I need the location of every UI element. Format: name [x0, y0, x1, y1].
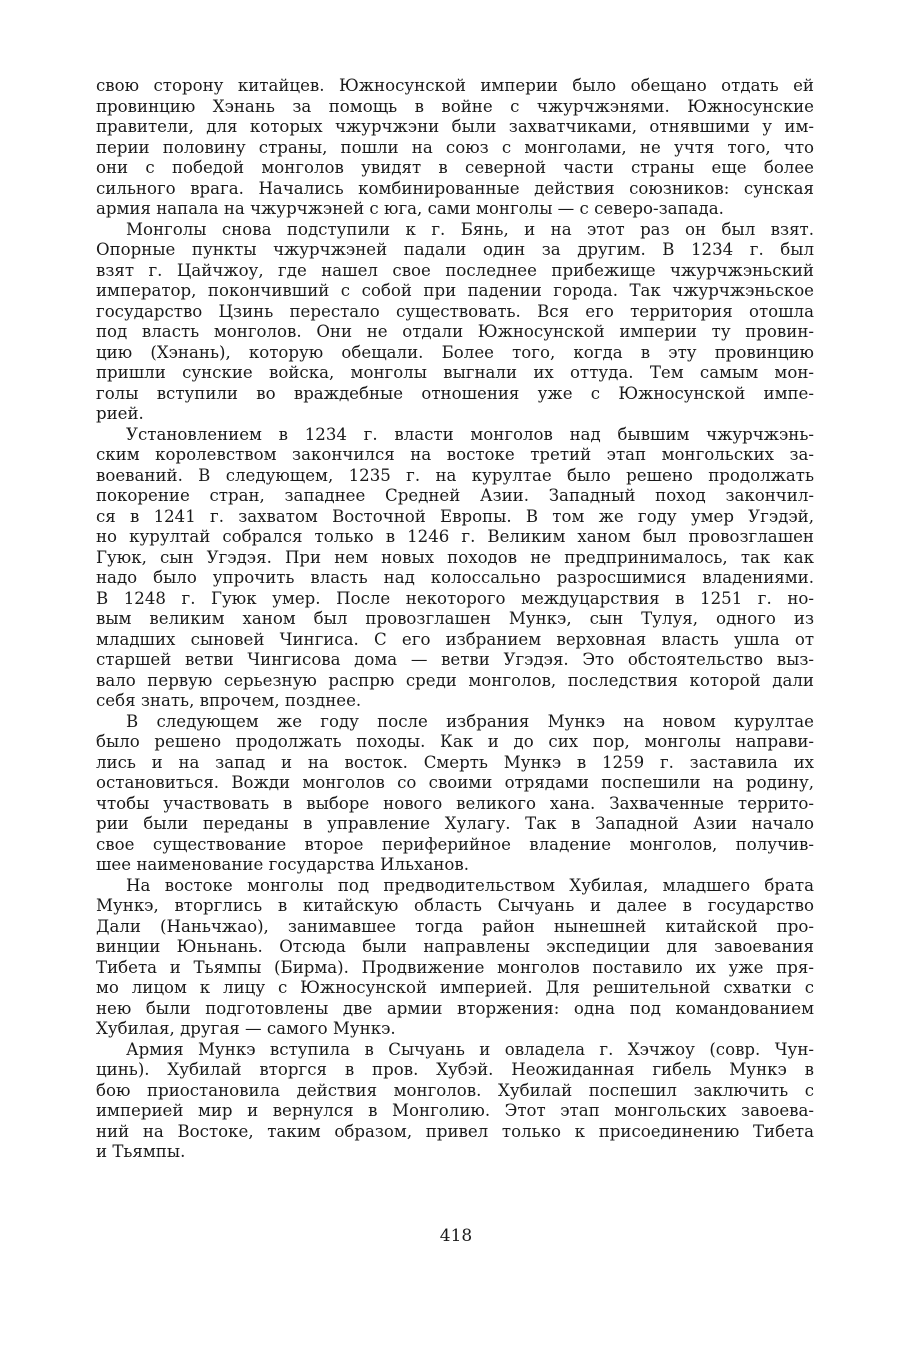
text-line: провинцию Хэнань за помощь в войне с чжурчжэнями. Южносунские	[96, 96, 814, 116]
text-line: старшей ветви Чингисова дома — ветви Угэдэя. Это обстоятельство выз-	[96, 650, 814, 669]
text-line: было решено продолжать походы. Как и до сих пор, монголы направи-	[96, 732, 814, 751]
text-line: винции Юньнань. Отсюда были направлены экспедиции для завоевания	[96, 937, 814, 956]
text-line: младших сыновей Чингиса. С его избранием верховная власть ушла от	[96, 629, 814, 649]
text-line: лись и на запад и на восток. Смерть Мункэ в 1259 г. заставила их	[96, 752, 814, 772]
text-line: но курултай собрался только в 1246 г. Великим ханом был провозглашен	[96, 527, 814, 546]
text-line: империей мир и вернулся в Монголию. Этот этап монгольских завоева-	[96, 1101, 814, 1120]
text-line: они с победой монголов увидят в северной части страны еще более	[96, 158, 814, 177]
text-line: Гуюк, сын Угэдэя. При нем новых походов не предпринималось, так как	[96, 547, 814, 567]
page-number: 418	[439, 1226, 473, 1246]
paragraph-first-line: В следующем же году после избрания Мункэ на новом курултае	[126, 711, 814, 731]
text-line: армия напала на чжурчжэней с юга, сами монголы — с северо-запада.	[96, 199, 724, 218]
text-line: ся в 1241 г. захватом Восточной Европы. В том же году умер Угэдэй,	[96, 506, 814, 526]
text-line: государство Цзинь перестало существовать. Вся его территория отошла	[96, 301, 814, 321]
text-line: свое существование второе периферийное владение монголов, получив-	[96, 834, 814, 854]
text-line: ским королевством закончился на востоке третий этап монгольских за-	[96, 445, 814, 464]
paragraph-first-line: Армия Мункэ вступила в Сычуань и овладела г. Хэчжоу (совр. Чун-	[126, 1039, 814, 1059]
text-line: перии половину страны, пошли на союз с монголами, не учтя того, что	[96, 137, 814, 157]
text-line: вым великим ханом был провозглашен Мункэ, сын Тулуя, одного из	[96, 609, 814, 628]
text-line: и Тьямпы.	[96, 1142, 186, 1161]
text-line: Дали (Наньчжао), занимавшее тогда район нынешней китайской про-	[96, 916, 814, 936]
text-line: воеваний. В следующем, 1235 г. на курултае было решено продолжать	[96, 465, 814, 485]
text-line: правители, для которых чжурчжэни были захватчиками, отнявшими у им-	[96, 117, 814, 136]
text-line: цию (Хэнань), которую обещали. Более того, когда в эту провинцию	[96, 342, 814, 362]
text-line: нею были подготовлены две армии вторжения: одна под командованием	[96, 998, 814, 1018]
text-line: сильного врага. Начались комбинированные действия союзников: сунская	[96, 178, 814, 198]
paragraph-first-line: На востоке монголы под предводительством Хубилая, младшего брата	[126, 875, 814, 895]
text-line: чтобы участвовать в выборе нового великого хана. Захваченные террито-	[96, 793, 814, 813]
text-line: свою сторону китайцев. Южносунской империи было обещано отдать ей	[96, 76, 814, 95]
text-line: себя знать, впрочем, позднее.	[96, 691, 362, 710]
text-line: император, покончивший с собой при падении города. Так чжурчжэньское	[96, 281, 814, 300]
text-line: цинь). Хубилай вторгся в пров. Хубэй. Неожиданная гибель Мункэ в	[96, 1060, 814, 1079]
text-line: надо было упрочить власть над колоссально разросшимися владениями.	[96, 568, 814, 587]
paragraph-first-line: Монголы снова подступили к г. Бянь, и на этот раз он был взят.	[126, 219, 814, 239]
text-line: рией.	[96, 404, 144, 423]
text-line: шее наименование государства Ильханов.	[96, 855, 470, 874]
text-line: бою приостановила действия монголов. Хубилай поспешил заключить с	[96, 1080, 814, 1100]
text-line: Мункэ, вторглись в китайскую область Сычуань и далее в государство	[96, 896, 814, 915]
text-line: пришли сунские войска, монголы выгнали их оттуда. Тем самым мон-	[96, 363, 814, 382]
paragraph-first-line: Установлением в 1234 г. власти монголов над бывшим чжурчжэнь-	[126, 424, 814, 444]
text-line: В 1248 г. Гуюк умер. После некоторого междуцарствия в 1251 г. но-	[96, 588, 814, 608]
text-line: рии были переданы в управление Хулагу. Так в Западной Азии начало	[96, 814, 814, 833]
text-line: мо лицом к лицу с Южносунской империей. Для решительной схватки с	[96, 978, 814, 997]
text-line: взят г. Цайчжоу, где нашел свое последнее прибежище чжурчжэньский	[96, 260, 814, 280]
text-line: голы вступили во враждебные отношения уже с Южносунской импе-	[96, 383, 814, 403]
text-line: Хубилая, другая — самого Мункэ.	[96, 1019, 396, 1038]
text-line: ний на Востоке, таким образом, привел только к присоединению Тибета	[96, 1121, 814, 1141]
text-line: остановиться. Вожди монголов со своими отрядами поспешили на родину,	[96, 773, 814, 792]
text-line: под власть монголов. Они не отдали Южносунской империи ту провин-	[96, 322, 814, 341]
text-line: вало первую серьезную распрю среди монголов, последствия которой дали	[96, 670, 814, 690]
text-line: покорение стран, западнее Средней Азии. Западный поход закончил-	[96, 486, 814, 505]
text-line: Тибета и Тьямпы (Бирма). Продвижение монголов поставило их уже пря-	[96, 957, 814, 977]
page-body	[96, 76, 814, 1163]
text-line: Опорные пункты чжурчжэней падали один за другим. В 1234 г. был	[96, 240, 814, 259]
